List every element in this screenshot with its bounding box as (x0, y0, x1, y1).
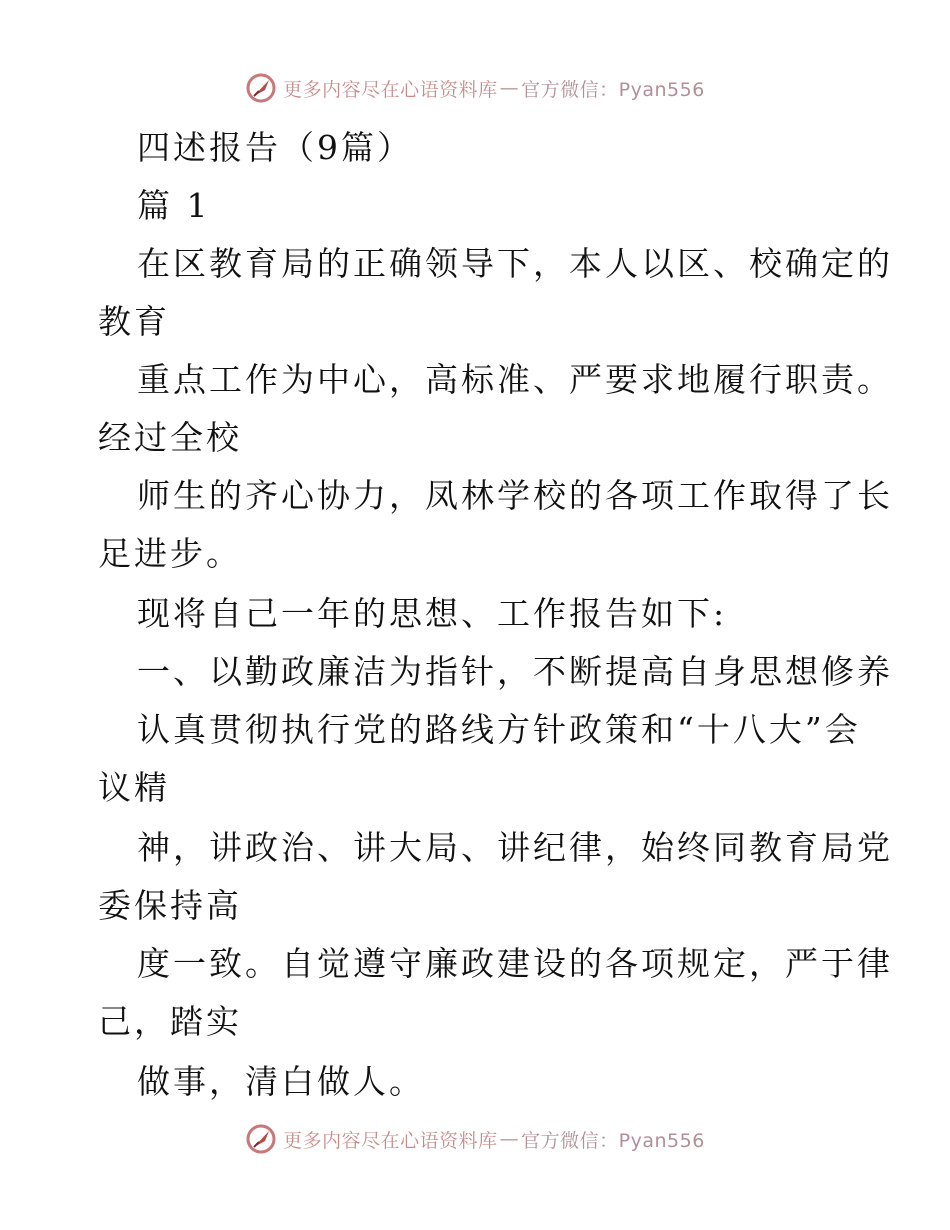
paragraph-line: 度一致。自觉遵守廉政建设的各项规定，严于律 (137, 944, 893, 983)
paragraph-line: 议精 (98, 768, 170, 807)
watermark-text: 更多内容尽在心语资料库 (283, 78, 498, 101)
paragraph-line: 重点工作为中心，高标准、严要求地履行职责。 (137, 360, 893, 399)
feather-pen-logo-icon (245, 72, 277, 104)
header-watermark (0, 68, 950, 108)
watermark-separator: — (499, 77, 520, 99)
footer-watermark (0, 1119, 950, 1159)
feather-pen-logo-icon (245, 1123, 277, 1155)
paragraph-line: 教育 (98, 302, 170, 341)
paragraph-line: 足进步。 (98, 534, 242, 573)
paragraph-line: 经过全校 (98, 418, 242, 457)
section-heading: 篇 1 (137, 186, 211, 225)
paragraph-line: 做事，清白做人。 (137, 1062, 425, 1101)
paragraph-line: 现将自己一年的思想、工作报告如下: (137, 594, 728, 633)
subsection-heading: 一、以勤政廉洁为指针，不断提高自身思想修养 (137, 652, 893, 691)
paragraph-line: 委保持高 (98, 886, 242, 925)
watermark-wechat: 官方微信：Pyan556 (521, 78, 705, 101)
paragraph-line: 认真贯彻执行党的路线方针政策和“十八大”会 (137, 710, 861, 749)
paragraph-line: 己，踏实 (98, 1002, 242, 1041)
watermark-text: 更多内容尽在心语资料库 (283, 1129, 498, 1152)
watermark-separator: — (499, 1128, 520, 1150)
paragraph-line: 在区教育局的正确领导下，本人以区、校确定的 (137, 244, 893, 283)
paragraph-line: 师生的齐心协力，凤林学校的各项工作取得了长 (137, 476, 893, 515)
paragraph-line: 神，讲政治、讲大局、讲纪律，始终同教育局党 (137, 828, 893, 867)
watermark-wechat: 官方微信：Pyan556 (521, 1129, 705, 1152)
document-title: 四述报告（9篇） (137, 128, 413, 167)
